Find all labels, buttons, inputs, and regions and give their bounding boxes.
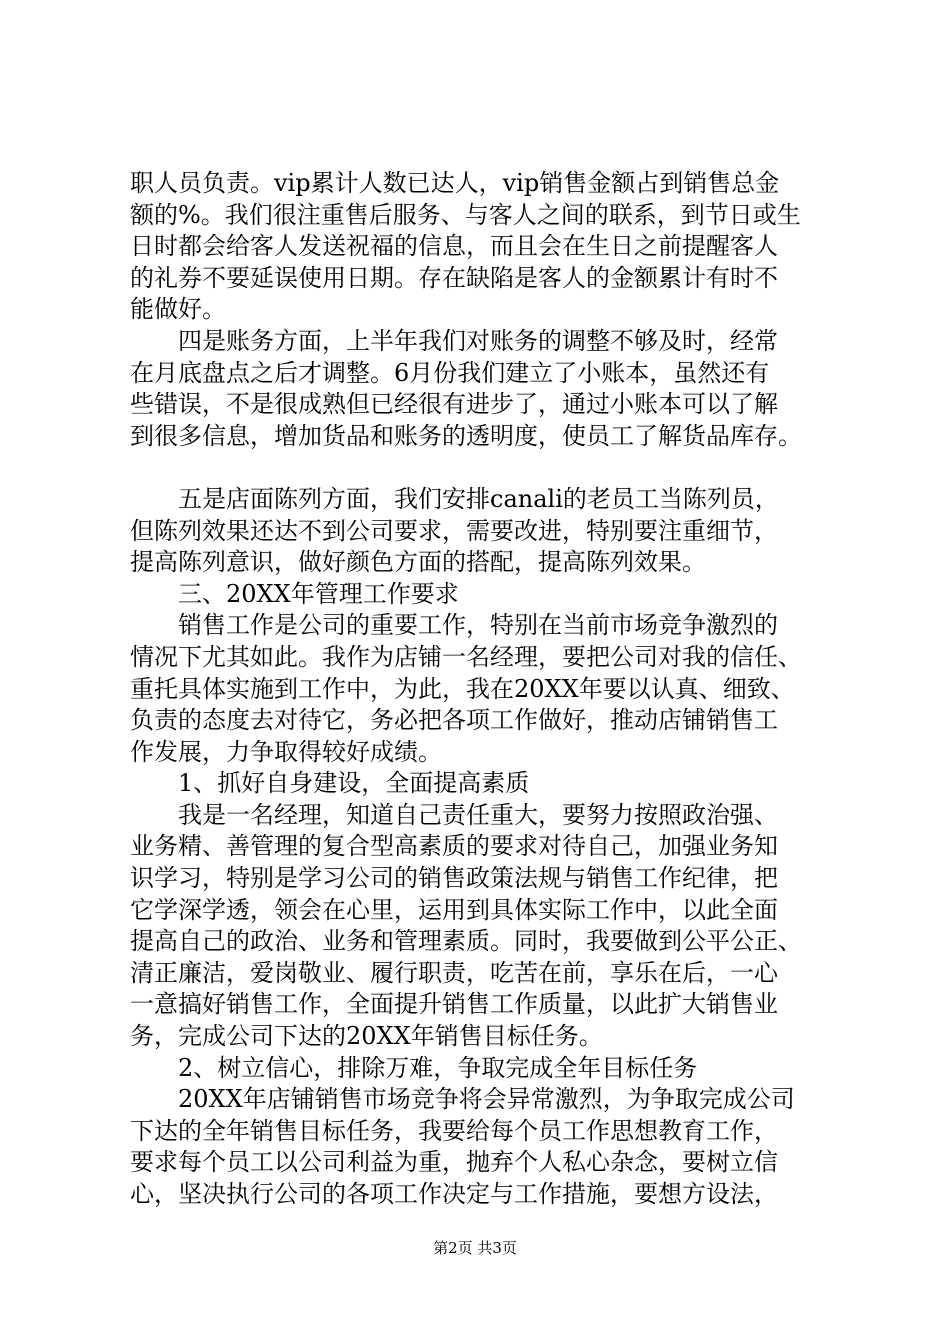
- paragraph: [130, 1053, 830, 1085]
- text-line: 到很多信息，增加货品和账务的透明度，使员工了解货品库存。: [130, 421, 802, 450]
- text-line: 情况下尤其如此。我作为店铺一名经理，要把公司对我的信任、: [130, 642, 802, 671]
- text-line: 2、树立信心，排除万难，争取完成全年目标任务: [178, 1053, 698, 1082]
- text-line: 职人员负责。vip累计人数已达人，vip销售金额占到销售总金: [130, 169, 780, 197]
- text-line: 业务精、善管理的复合型高素质的要求对待自己，加强业务知: [130, 832, 778, 861]
- paragraph: [130, 800, 830, 1053]
- page-number-label: 第2页 共3页: [433, 1239, 517, 1257]
- paragraph: [130, 610, 830, 768]
- paragraph: [130, 1084, 830, 1210]
- text-line: 销售工作是公司的重要工作，特别在当前市场竞争激烈的: [178, 611, 778, 640]
- paragraph: [130, 579, 830, 611]
- text-line: 四是账务方面，上半年我们对账务的调整不够及时，经常: [178, 326, 778, 355]
- text-line: 的礼券不要延误使用日期。存在缺陷是客人的金额累计有时不: [130, 263, 778, 292]
- text-line: 些错误，不是很成熟但已经很有进步了，通过小账本可以了解: [130, 390, 778, 419]
- text-line: 提高陈列意识，做好颜色方面的搭配，提高陈列效果。: [130, 548, 706, 577]
- text-line: 负责的态度去对待它，务必把各项工作做好，推动店铺销售工: [130, 706, 778, 735]
- text-line: 日时都会给客人发送祝福的信息，而且会在生日之前提醒客人: [130, 232, 778, 261]
- text-line: 在月底盘点之后才调整。6月份我们建立了小账本，虽然还有: [130, 358, 770, 387]
- text-line: 但陈列效果还达不到公司要求，需要改进，特别要注重细节，: [130, 516, 778, 545]
- text-line: 一意搞好销售工作，全面提升销售工作质量，以此扩大销售业: [130, 990, 778, 1019]
- text-line: 心，坚决执行公司的各项工作决定与工作措施，要想方设法，: [130, 1180, 778, 1208]
- paragraph-spacer: [130, 452, 830, 484]
- text-line: 它学深学透，领会在心里，运用到具体实际工作中，以此全面: [130, 895, 778, 924]
- text-line: 20XX年店铺销售市场竞争将会异常激烈，为争取完成公司: [178, 1085, 795, 1114]
- text-line: 能做好。: [130, 295, 226, 324]
- paragraph: [130, 326, 830, 452]
- text-line: 下达的全年销售目标任务，我要给每个员工作思想教育工作，: [130, 1116, 778, 1145]
- text-line: 额的%。我们很注重售后服务、与客人之间的联系，到节日或生: [130, 200, 801, 229]
- paragraph: [130, 484, 830, 579]
- text-line: 识学习，特别是学习公司的销售政策法规与销售工作纪律，把: [130, 864, 778, 893]
- document-body: [130, 168, 830, 1211]
- page-footer: [0, 1238, 950, 1258]
- paragraph: [130, 168, 830, 326]
- text-line: 要求每个员工以公司利益为重，抛弃个人私心杂念，要树立信: [130, 1148, 778, 1177]
- text-line: 1、抓好自身建设，全面提高素质: [178, 769, 530, 798]
- text-line: 三、20XX年管理工作要求: [178, 579, 459, 608]
- text-line: 重托具体实施到工作中，为此，我在20XX年要以认真、细致、: [130, 674, 795, 703]
- text-line: 提高自己的政治、业务和管理素质。同时，我要做到公平公正、: [130, 927, 802, 956]
- text-line: 五是店面陈列方面，我们安排canali的老员工当陈列员，: [178, 484, 779, 513]
- text-line: 作发展，力争取得较好成绩。: [130, 737, 442, 766]
- text-line: 务，完成公司下达的20XX年销售目标任务。: [130, 1022, 603, 1051]
- text-line: 清正廉洁，爱岗敬业、履行职责，吃苦在前，享乐在后，一心: [130, 958, 778, 987]
- text-line: 我是一名经理，知道自己责任重大，要努力按照政治强、: [178, 800, 778, 829]
- paragraph: [130, 768, 830, 800]
